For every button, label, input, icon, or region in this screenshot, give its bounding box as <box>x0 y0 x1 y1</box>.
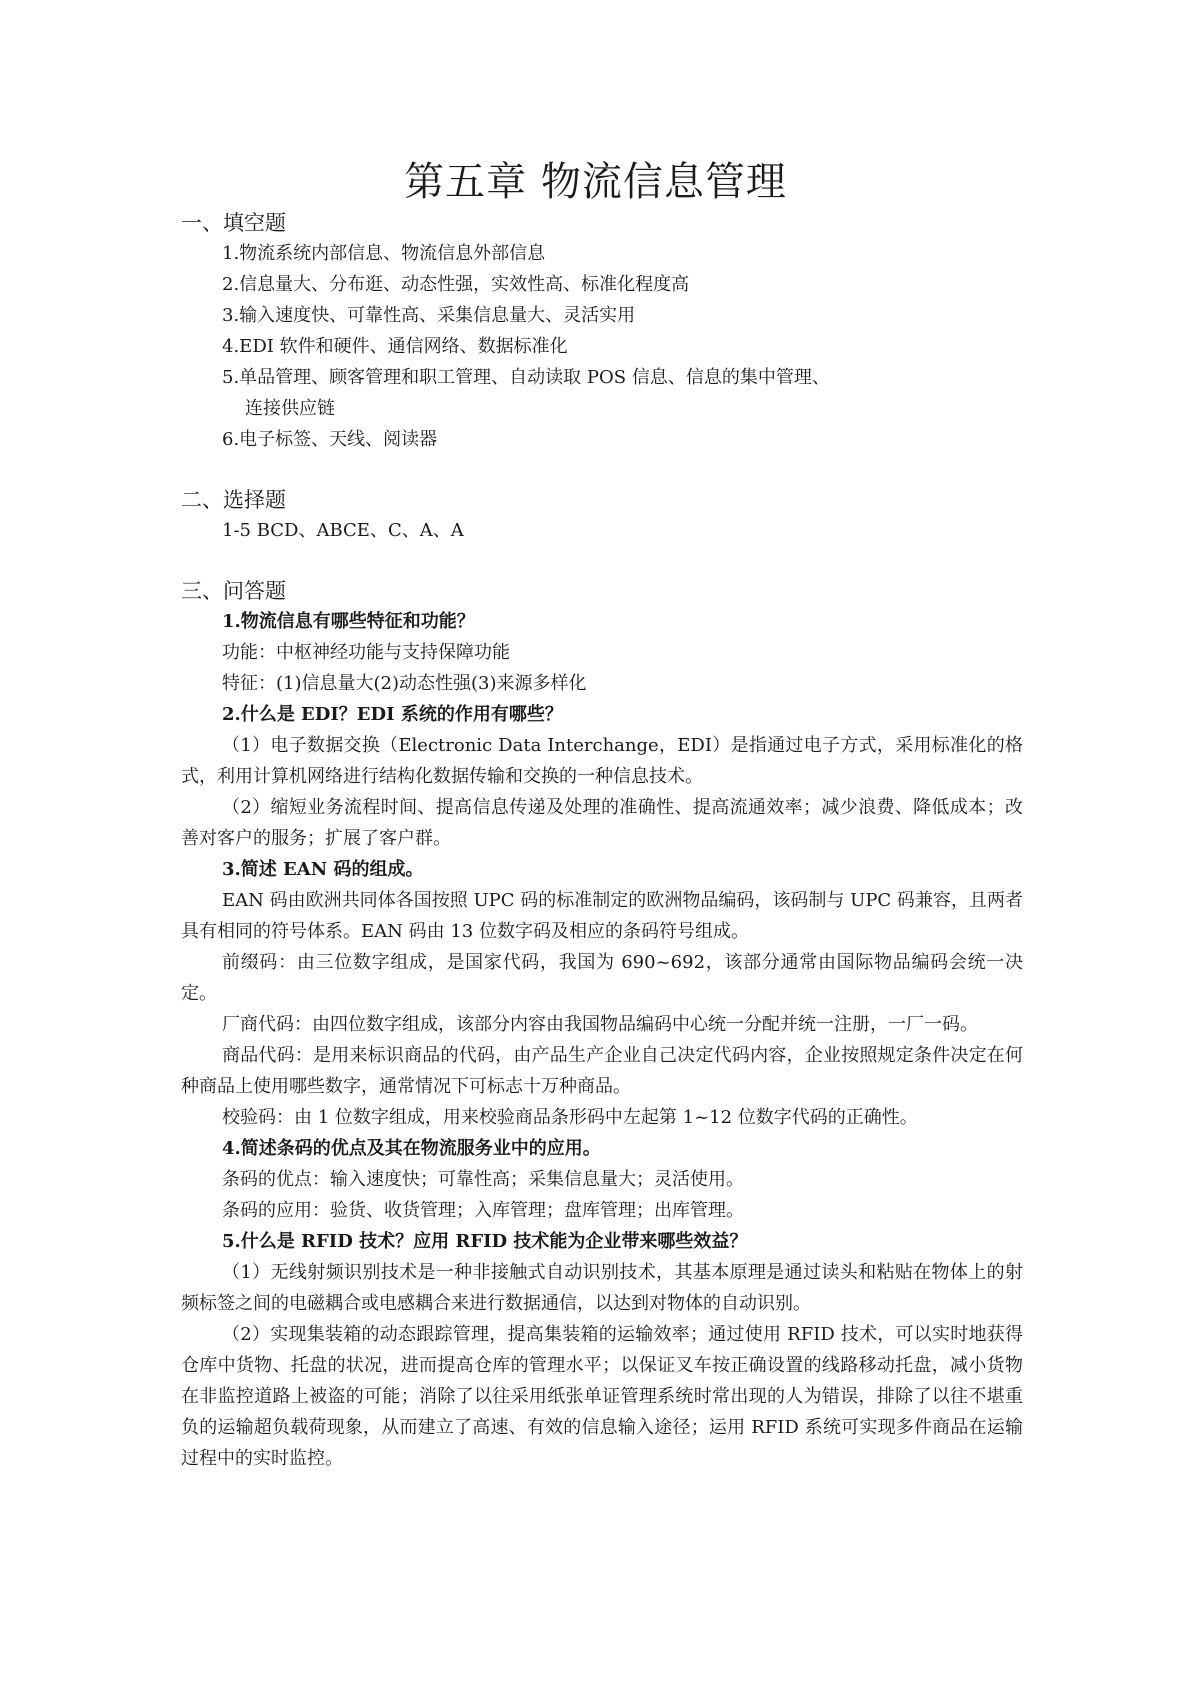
answer-5-para-1: （1）无线射频识别技术是一种非接触式自动识别技术，其基本原理是通过读头和粘贴在物体上的射频标签之间的电磁耦合或电感耦合来进行数据通信，以达到对物体的自动识别。 <box>181 1262 1023 1314</box>
fill-answer-1: 1.物流系统内部信息、物流信息外部信息 <box>222 243 546 264</box>
answer-2-para-1: （1）电子数据交换（Electronic Data Interchange，EDI）是指通过电子方式，采用标准化的格式，利用计算机网络进行结构化数据传输和交换的一种信息技术。 <box>181 735 1023 787</box>
fill-answer-6: 6.电子标签、天线、阅读器 <box>222 429 438 450</box>
answer-1-line-1: 功能：中枢神经功能与支持保障功能 <box>222 642 510 663</box>
question-4: 4.简述条码的优点及其在物流服务业中的应用。 <box>222 1138 601 1159</box>
document-body <box>181 208 1023 1474</box>
fill-answer-4: 4.EDI 软件和硬件、通信网络、数据标准化 <box>222 336 568 357</box>
answer-4-line-1: 条码的优点：输入速度快；可靠性高；采集信息量大；灵活使用。 <box>222 1169 744 1190</box>
answer-3-para-2: 前缀码：由三位数字组成，是国家代码，我国为 690~692，该部分通常由国际物品编码会统一决定。 <box>181 952 1023 1004</box>
answer-3-para-3: 厂商代码：由四位数字组成，该部分内容由我国物品编码中心统一分配并统一注册，一厂一码。 <box>222 1014 978 1035</box>
spacer <box>181 455 1023 485</box>
section-heading-choice: 二、选择题 <box>181 488 286 512</box>
page-title: 第五章 物流信息管理 <box>404 159 787 205</box>
answer-3-para-1: EAN 码由欧洲共同体各国按照 UPC 码的标准制定的欧洲物品编码，该码制与 UPC 码兼容，且两者具有相同的符号体系。EAN 码由 13 位数字码及相应的条码符号组成。 <box>181 890 1023 942</box>
fill-answer-2: 2.信息量大、分布逛、动态性强，实效性高、标准化程度高 <box>222 274 690 295</box>
fill-answer-5-continued: 连接供应链 <box>245 398 335 419</box>
answer-3-para-5: 校验码：由 1 位数字组成，用来校验商品条形码中左起第 1~12 位数字代码的正确性。 <box>222 1107 918 1128</box>
answer-3-para-4: 商品代码：是用来标识商品的代码，由产品生产企业自己决定代码内容，企业按照规定条件决定在何种商品上使用哪些数字，通常情况下可标志十万种商品。 <box>181 1045 1023 1097</box>
choice-answers: 1-5 BCD、ABCE、C、A、A <box>222 520 464 541</box>
answer-2-para-2: （2）缩短业务流程时间、提高信息传递及处理的准确性、提高流通效率；减少浪费、降低成本；改善对客户的服务；扩展了客户群。 <box>181 797 1023 849</box>
question-5: 5.什么是 RFID 技术？应用 RFID 技术能为企业带来哪些效益？ <box>222 1231 748 1252</box>
section-fill-in <box>181 208 1023 455</box>
section-heading-qa: 三、问答题 <box>181 579 286 603</box>
fill-answer-5: 5.单品管理、顾客管理和职工管理、自动读取 POS 信息、信息的集中管理、 <box>222 367 830 388</box>
answer-1-line-2: 特征：(1)信息量大(2)动态性强(3)来源多样化 <box>222 673 587 694</box>
section-choice <box>181 485 1023 546</box>
answer-5-para-2: （2）实现集装箱的动态跟踪管理，提高集装箱的运输效率；通过使用 RFID 技术，可以实时地获得仓库中货物、托盘的状况，进而提高仓库的管理水平；以保证叉车按正确设置的线路移动托盘，减小货物在非监控道路上被盗的可能；消除了以往采用纸张单证管理系统时常出现的人为错误，排除了以往不堪重负的运输超负载荷现象，从而建立了高速、有效的信息输入途径；运用 RFID 系统可实现多件商品在运输过程中的实时监控。 <box>181 1324 1023 1469</box>
section-heading-fill: 一、填空题 <box>181 211 286 235</box>
spacer <box>181 546 1023 576</box>
question-2: 2.什么是 EDI？EDI 系统的作用有哪些？ <box>222 704 563 725</box>
question-1: 1.物流信息有哪些特征和功能？ <box>222 611 475 632</box>
section-qa <box>181 576 1023 1474</box>
answer-4-line-2: 条码的应用：验货、收货管理；入库管理；盘库管理；出库管理。 <box>222 1200 744 1221</box>
fill-answer-3: 3.输入速度快、可靠性高、采集信息量大、灵活实用 <box>222 305 636 326</box>
question-3: 3.简述 EAN 码的组成。 <box>222 859 424 880</box>
